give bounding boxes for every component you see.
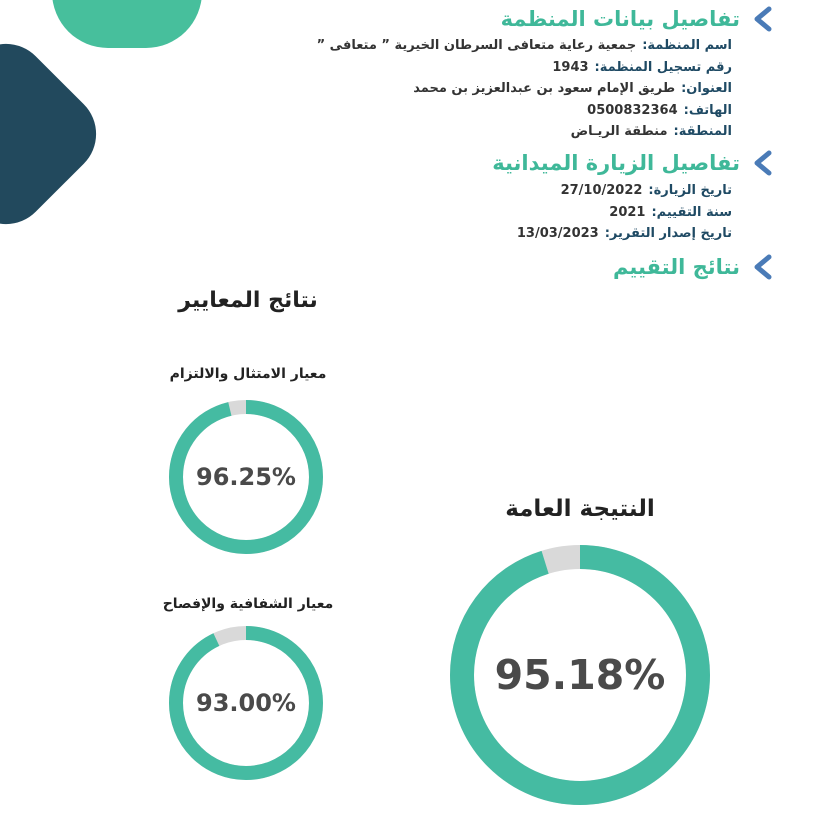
org-address-value: طريق الإمام سعود بن عبدالعزيز بن محمد	[413, 81, 676, 97]
visit-section-title: تفاصيل الزيارة الميدانية	[492, 151, 740, 175]
compliance-score-value: 96.25%	[196, 463, 296, 491]
org-name-row	[317, 35, 732, 57]
overall-result-title: النتيجة العامة	[505, 496, 655, 522]
org-address-row	[317, 78, 732, 100]
transparency-criterion-title: معيار الشفافية والإفصاح	[162, 596, 334, 612]
transparency-score-value: 93.00%	[196, 689, 296, 717]
org-address-label: العنوان:	[681, 81, 732, 97]
transparency-score-ring	[169, 626, 323, 780]
results-section-header	[613, 252, 776, 282]
org-region-label: المنطقة:	[673, 124, 732, 140]
assessment-year-label: سنة التقييم:	[651, 204, 732, 220]
decorative-teal-shape	[52, 0, 202, 48]
org-section-header	[501, 4, 776, 34]
visit-date-label: تاريخ الزيارة:	[648, 183, 732, 198]
visit-section-header	[492, 148, 776, 178]
org-registration-row	[317, 57, 732, 79]
org-phone-label: الهاتف:	[683, 102, 732, 118]
org-details	[317, 35, 732, 143]
org-phone-value: 0500832364	[587, 102, 678, 118]
report-date-value: 13/03/2023	[516, 226, 599, 242]
visit-details	[517, 180, 732, 245]
org-registration-value: 1943	[552, 59, 589, 75]
compliance-score-ring	[169, 400, 323, 554]
overall-score-value: 95.18%	[494, 651, 666, 699]
visit-date-value: 27/10/2022	[560, 183, 643, 198]
org-name-label: اسم المنظمة:	[642, 38, 732, 53]
visit-date-row	[517, 180, 732, 202]
results-section-title: نتائج التقييم	[612, 255, 740, 279]
report-date-label: تاريخ إصدار التقرير:	[604, 226, 732, 242]
compliance-criterion-title: معيار الامتثال والالتزام	[169, 366, 327, 382]
org-name-value: جمعية رعاية متعافى السرطان الخيرية ” متعافى ”	[316, 38, 637, 53]
chevron-left-icon	[750, 253, 776, 281]
org-registration-label: رقم تسجيل المنظمة:	[594, 59, 732, 75]
criteria-results-title: نتائج المعايير	[178, 288, 318, 313]
org-phone-row	[317, 100, 732, 122]
org-region-value: منطقة الريـاض	[570, 124, 668, 140]
overall-score-ring	[450, 545, 710, 805]
org-region-row	[317, 121, 732, 143]
decorative-navy-shape	[0, 27, 113, 242]
assessment-year-row	[517, 202, 732, 224]
assessment-year-value: 2021	[609, 204, 646, 220]
chevron-left-icon	[750, 149, 776, 177]
org-section-title: تفاصيل بيانات المنظمة	[500, 7, 740, 31]
chevron-left-icon	[750, 5, 776, 33]
report-date-row	[517, 223, 732, 245]
